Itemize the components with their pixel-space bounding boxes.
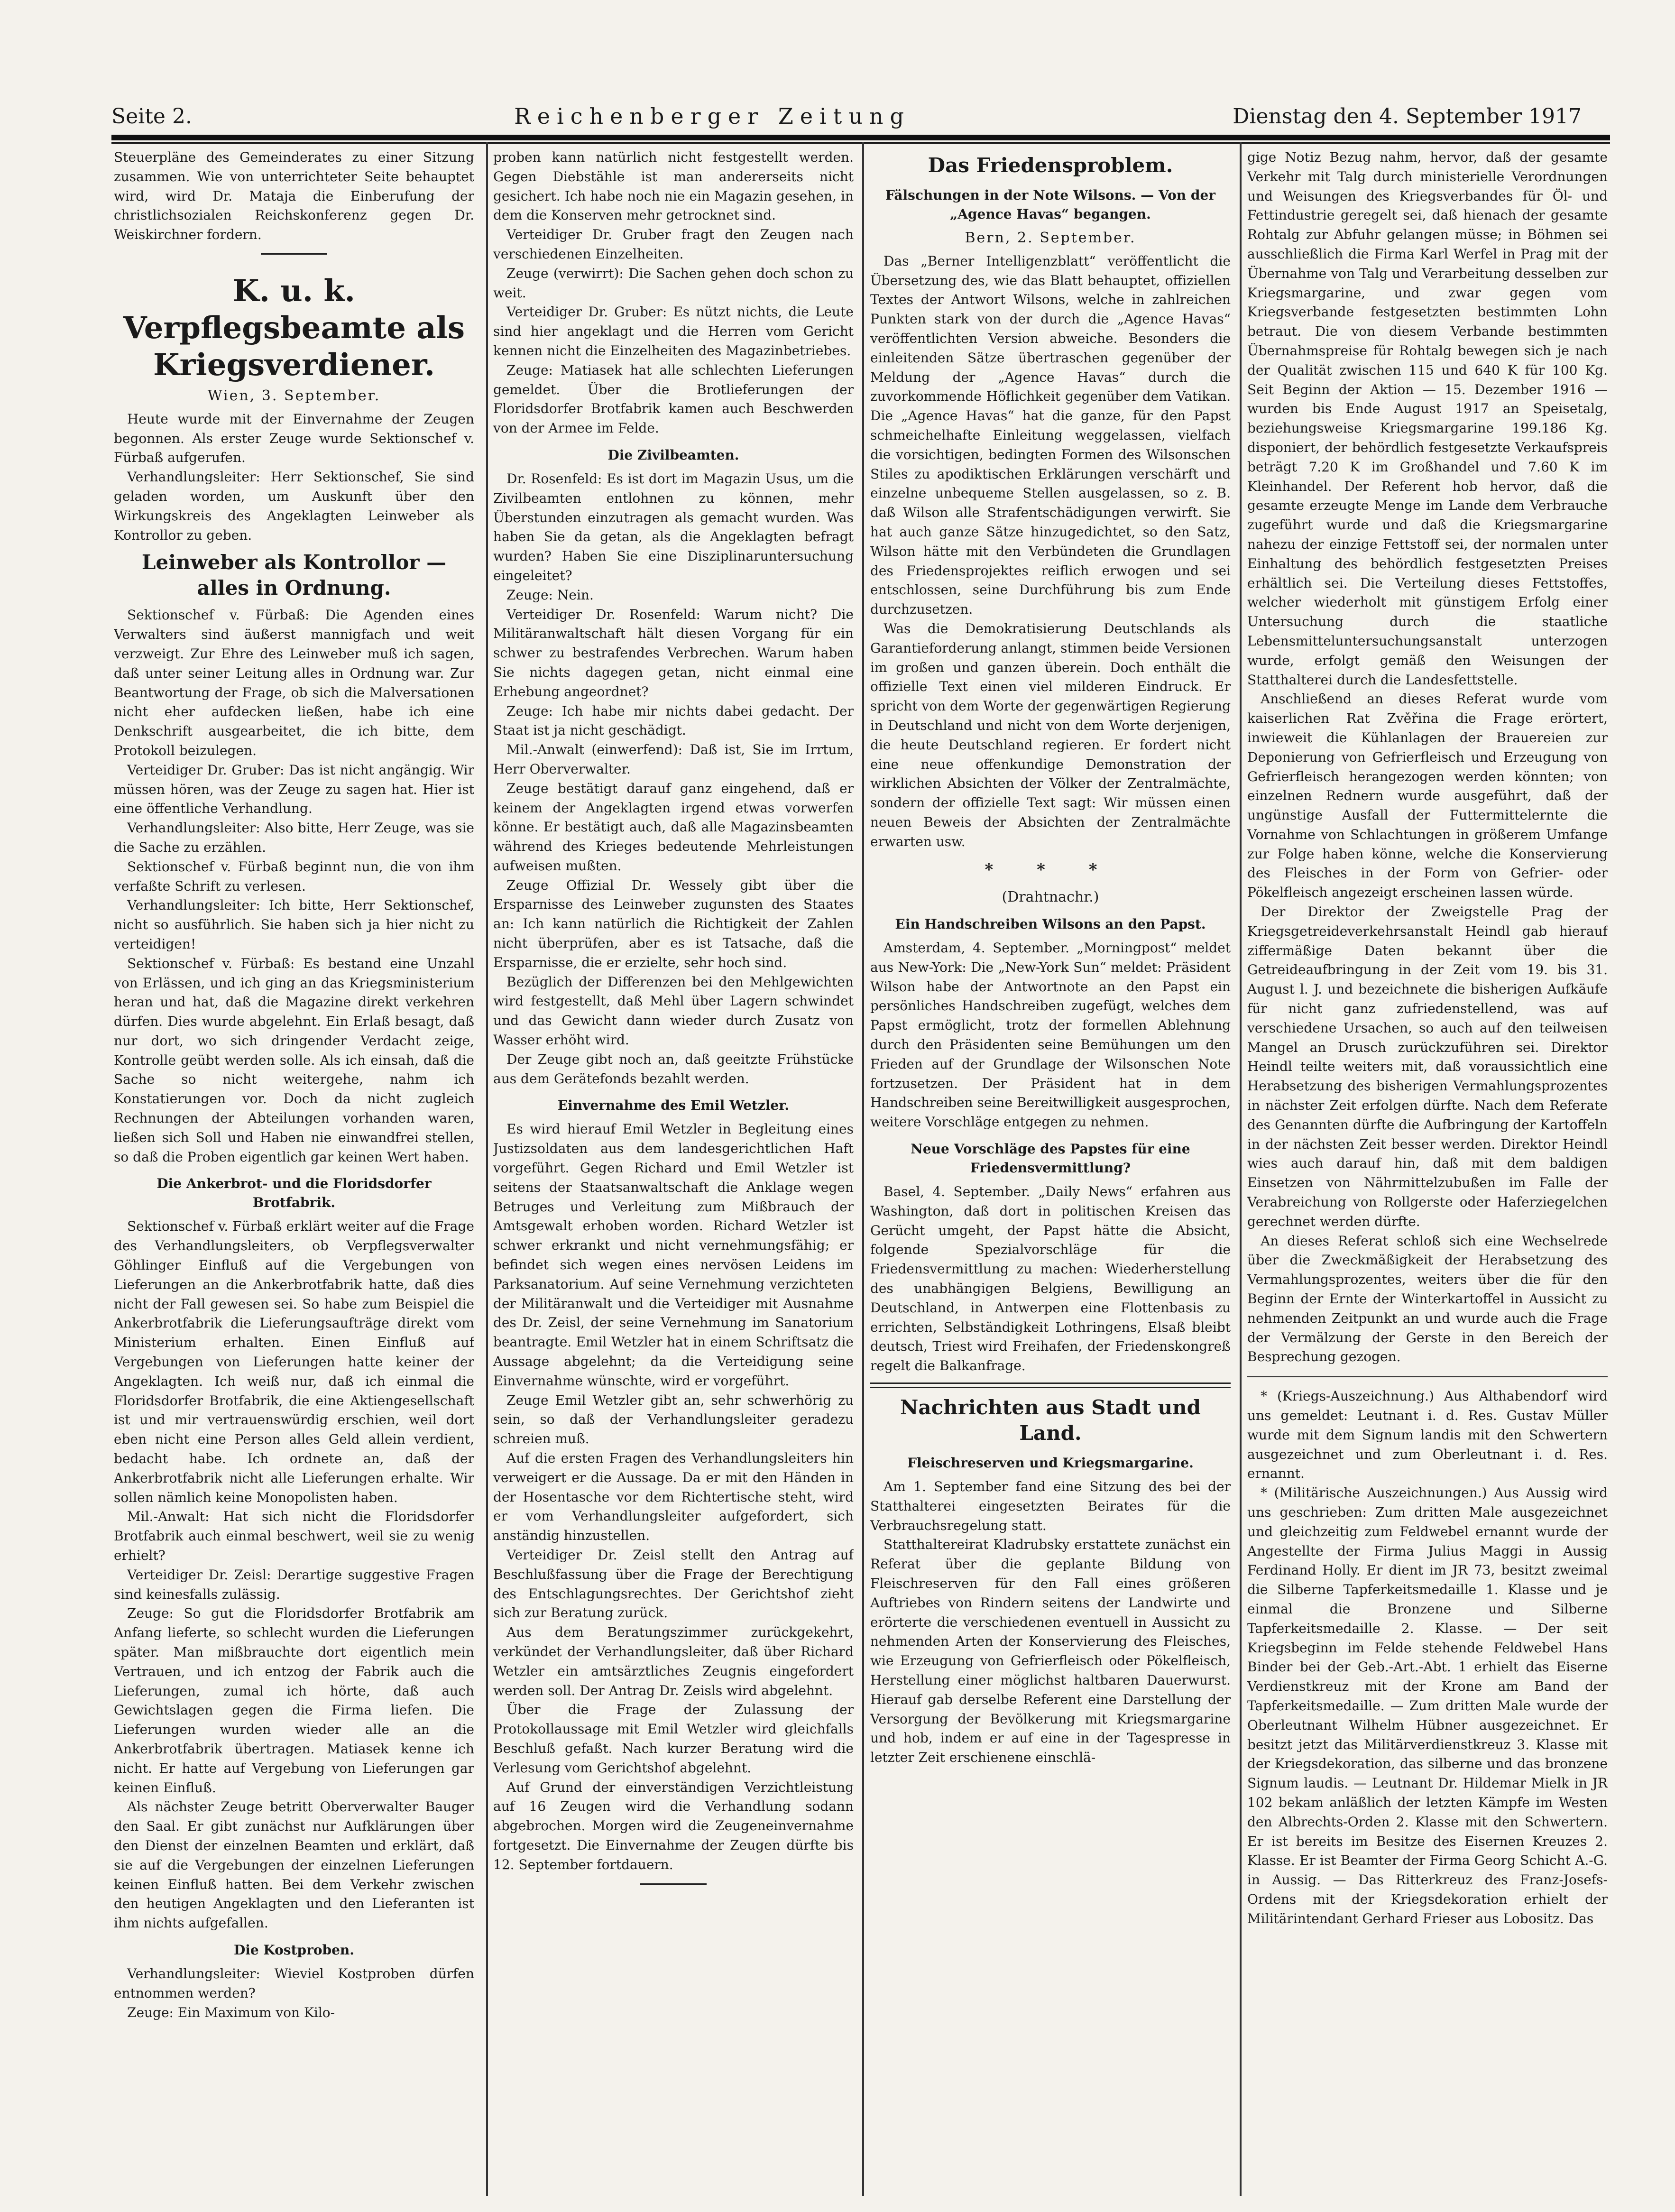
paragraph: Über die Frage der Zulassung der Protokollaussage mit Emil Wetzler wird gleichfalls Beschluß gefaßt. Nach kurzer Beratung wird die Verlesung vom Gerichtshof abgelehnt.: [493, 1702, 854, 1776]
paragraph: Amsterdam, 4. September. „Morningpost“ meldet aus New-York: Die „New-York Sun“ meldet: Präsident Wilson habe der Antwortnote an den Papst ein persönliches Handschreiben zugefügt, welches dem Papst ermöglicht, trotz der formellen Ablehnung durch den Präsidenten seine Bemühungen um den Frieden auf der Grundlage der Wilsonschen Note fortzusetzen. Der Präsident hat in dem Handschreiben seine Bereitwilligkeit ausgesprochen, weitere Vorschläge entgegen zu nehmen.: [870, 940, 1231, 1130]
section-subhead: Ein Handschreiben Wilsons an den Papst.: [895, 916, 1206, 932]
section-headline: Nachrichten aus Stadt und Land.: [900, 1396, 1201, 1445]
paragraph: Zeuge: Nein.: [506, 587, 594, 603]
paragraph: Zeuge bestätigt darauf ganz eingehend, daß er keinem der Angeklagten irgend etwas vorwerfen könne. Er bestätigt auch, daß alle Magazinsbeamten während des Krieges bedeutende Mehrleistungen aufweisen mußten.: [493, 780, 854, 874]
article-headline: K. u. k. Verpflegsbeamte als Kriegsverdiener.: [123, 273, 465, 383]
paragraph: Verteidiger Dr. Zeisl: Derartige suggestive Fragen sind keinesfalls zulässig.: [114, 1567, 474, 1602]
paragraph: Mil.-Anwalt (einwerfend): Daß ist, Sie im Irrtum, Herr Oberverwalter.: [493, 742, 854, 777]
header-rule: [111, 135, 1610, 140]
header-rule-thin: [111, 142, 1610, 144]
section-subhead: Fleischreserven und Kriegsmargarine.: [907, 1455, 1194, 1471]
paragraph: Sektionschef v. Fürbaß: Es bestand eine Unzahl von Erlässen, und ich ging an das Kriegsministerium heran und hat, daß die Magazine direkt verkehren dürfen. Dies wurde abgelehnt. Ein Erlaß besagt, daß nur dort, wo sich dringender Verdacht zeige, Kontrolle geübt werden solle. Als ich einsah, daß die Sache so nicht weitergehe, nahm ich Konstatierungen vor. Doch da nicht zugleich Rechnungen der Abteilungen vorhanden waren, ließen sich Soll und Haben nie einwandfrei stellen, so daß die Proben eigentlich gar keinen Wert haben.: [114, 955, 474, 1165]
paragraph: Zeuge: Ein Maximum von Kilo-: [127, 2004, 335, 2020]
section-subhead: Die Ankerbrot- und die Floridsdorfer Brotfabrik.: [156, 1176, 432, 1211]
paragraph: Basel, 4. September. „Daily News“ erfahren aus Washington, daß dort in politischen Kreisen das Gerücht umgeht, der Papst hätte die Absicht, folgende Spezialvorschläge für die Friedensvermittlung zu machen: Wiederherstellung des unabhängigen Belgiens, Bewilligung an Deutschland, in Antwerpen eine Flottenbasis zu errichten, Selbständigkeit Lothringens, Elsaß bleibt deutsch, Triest wird Freihafen, der Friedenskongreß regelt die Balkanfrage.: [870, 1184, 1231, 1374]
paragraph: Was die Demokratisierung Deutschlands als Garantieforderung anlangt, stimmen beide Versionen im großen und ganzen überein. Doch enthält die offizielle Text einen viel milderen Eindruck. Er spricht von dem Worte der gegenwärtigen Regierung in Deutschland und nicht von dem Worte derjenigen, die heute Deutschland regieren. Er fordert nicht eine neue offenkundige Demonstration der wirklichen Absichten der Völker der Zentralmächte, sondern der offizielle Text sagt: Wir müssen einen neuen Beweis der Absichten der Zentralmächte erwarten usw.: [870, 620, 1231, 849]
column-2: [493, 148, 854, 2187]
article-subline: Fälschungen in der Note Wilsons. — Von der „Agence Havas“ begangen.: [885, 187, 1216, 222]
paragraph: Heute wurde mit der Einvernahme der Zeugen begonnen. Als erster Zeuge wurde Sektionschef v. Fürbaß aufgerufen.: [114, 411, 474, 466]
paragraph: Verteidiger Dr. Rosenfeld: Warum nicht? Die Militäranwaltschaft hält diesen Vorgang für ein schwer zu bestrafendes Verbrechen. Warum haben Sie nichts dagegen getan, nicht einmal eine Erhebung angeordnet?: [493, 606, 854, 700]
column-divider: [486, 142, 488, 2196]
paragraph: Verhandlungsleiter: Also bitte, Herr Zeuge, was sie die Sache zu erzählen.: [114, 820, 474, 855]
paragraph: Der Direktor der Zweigstelle Prag der Kriegsgetreideverkehrsanstalt Heindl gab hierauf ziffermäßige Daten bekannt über die Getreideaufbringung in der Zeit vom 19. bis 31. August l. J. und bezeichnete die bisherigen Aufkäufe für nicht ganz zufriedenstellend, was auf verschiedene Ursachen, so auch auf den teilweisen Mangel an Drusch zurückzuführen sei. Direktor Heindl teilte weiters mit, daß voraussichtlich eine Herabsetzung des bisherigen Vermahlungsprozentes in nächster Zeit erfolgen dürfte. Nach dem Referate des Genannten dürfte die Aufbringung der Kartoffeln in der nächsten Zeit besser werden. Direktor Heindl wies auch darauf hin, daß mit dem baldigen Einsetzen von Nährmittelzubußen im Falle der Verabreichung von Rollgerste oder Haferziegelchen gerechnet werden dürfte.: [1247, 904, 1608, 1229]
paragraph: Steuerpläne des Gemeinderates zu einer Sitzung zusammen. Wie von unterrichteter Seite behauptet wird, wird Dr. Mataja die Einberufung der christlichsozialen Reichskonferenz gegen Dr. Weiskirchner fordern.: [114, 149, 474, 243]
section-stars: * * *: [985, 860, 1116, 879]
paragraph: Zeuge Emil Wetzler gibt an, sehr schwerhörig zu sein, so daß der Verhandlungsleiter geradezu schreien muß.: [493, 1392, 854, 1447]
paragraph: gige Notiz Bezug nahm, hervor, daß der gesamte Verkehr mit Talg durch ministerielle Verordnungen und Weisungen des Kriegsverbandes für Öl- und Fettindustrie geregelt sei, daß hienach der gesamte Rohtalg zur Abfuhr gelangen müsse; in Böhmen sei ausschließlich die Firma Karl Werfel in Prag mit der Übernahme von Talg und Verarbeitung desselben zur Kriegsmargarine, und zwar gegen vom Kriegsverbande festgesetzten bestimmten Lohn betraut. Die von diesem Verbande bestimmten Übernahmspreise für Rohtalg bewegen sich je nach der Qualität zwischen 115 und 640 K für 100 Kg. Seit Beginn der Aktion — 15. Dezember 1916 — wurden bis Ende August 1917 an Speisetalg, beziehungsweise Kriegsmargarine 199.186 Kg. disponiert, der behördlich festgesetzte Verkaufspreis beträgt 7.20 K im Großhandel und 7.60 K im Kleinhandel. Der Referent hob hervor, daß die gesamte erzeugte Menge im Lande dem Verbrauche zugeführt wurde und daß die Kriegsmargarine nahezu der einzige Fettstoff sei, der normalen unter Einhaltung des behördlich festgesetzten Preises erhältlich sei. Die Verteilung dieses Fettstoffes, welcher wiederholt mit günstigem Erfolg einer Untersuchung durch die staatliche Lebensmitteluntersuchungsanstalt unterzogen wurde, erfolgt gemäß den Weisungen der Statthalterei durch die Landesfettstelle.: [1247, 149, 1608, 688]
column-divider: [1240, 142, 1242, 2196]
paragraph: Verhandlungsleiter: Wieviel Kostproben dürfen entnommen werden?: [114, 1965, 474, 2001]
column-divider: [862, 142, 864, 2196]
paragraph: Verteidiger Dr. Gruber: Es nützt nichts, die Leute sind hier angeklagt und die Herren vom Gericht kennen nicht die Einzelheiten des Magazinbetriebes.: [493, 304, 854, 359]
dateline: Bern, 2. September.: [965, 230, 1136, 246]
separator: [640, 1883, 707, 1885]
paragraph: Zeuge Offizial Dr. Wessely gibt über die Ersparnisse des Leinweber zugunsten des Staates an: Ich kann natürlich die Richtigkeit der Zahlen nicht überprüfen, aber es ist Tatsache, daß die Ersparnisse, die er erzielte, sehr hoch sind.: [493, 877, 854, 970]
paragraph: Verhandlungsleiter: Herr Sektionschef, Sie sind geladen worden, um Auskunft über den Wirkungskreis des Angeklagten Leinweber als Kontrollor zu geben.: [114, 469, 474, 543]
paragraph: Verteidiger Dr. Gruber fragt den Zeugen nach verschiedenen Einzelheiten.: [493, 227, 854, 262]
paragraph: Anschließend an dieses Referat wurde vom kaiserlichen Rat Zvěřina die Frage erörtert, inwieweit die Kühlanlagen der Brauereien zur Deponierung von Gefrierfleisch und Erzeugung von Gefrierfleisch herangezogen werden könnten; von einzelnen Rednern wurde ausgeführt, daß der ungünstige Ausfall der Futtermittelernte die Vornahme von Schlachtungen in größerem Umfange zur Folge haben könne, welche die Konservierung des Fleisches in der Form von Gefrier- oder Pökelfleisch angezeigt erscheinen lassen würde.: [1247, 691, 1608, 901]
paragraph: Zeuge: Matiasek hat alle schlechten Lieferungen gemeldet. Über die Brotlieferungen der Floridsdorfer Brotfabrik kamen auch Beschwerden von der Armee im Felde.: [493, 362, 854, 436]
section-subhead: Die Zivilbeamten.: [607, 447, 739, 463]
paragraph: Sektionschef v. Fürbaß erklärt weiter auf die Frage des Verhandlungsleiters, ob Verpflegsverwalter Göhlinger Einfluß auf die Vergebungen von Lieferungen an die Ankerbrotfabrik hatte, daß dies nicht der Fall gewesen sei. So habe zum Beispiel die Ankerbrotfabrik die Lieferungsaufträge direkt vom Ministerium erhalten. Einen Einfluß auf Vergebungen von Lieferungen hatte keiner der Angeklagten. Ich weiß nur, daß ich einmal die Floridsdorfer Brotfabrik, die eine Aktiengesellschaft ist und mir vertrauenswürdig erschien, weil dort eben nicht eine Person alles Geld allein verdient, bedacht habe. Ich ordnete an, daß der Ankerbrotfabrik nicht alle Lieferungen erhalte. Wir sollen nämlich keine Monopolisten haben.: [114, 1218, 474, 1505]
separator: [261, 253, 327, 255]
paragraph: Verteidiger Dr. Zeisl stellt den Antrag auf Beschlußfassung über die Frage der Berechtigung des Entschlagungsrechtes. Der Gerichtshof zieht sich zur Beratung zurück.: [493, 1547, 854, 1621]
section-subhead: Leinweber als Kontrollor — alles in Ordnung.: [141, 551, 447, 600]
section-subhead: Die Kostproben.: [233, 1942, 355, 1958]
page-header: [111, 95, 1582, 138]
section-subhead: Neue Vorschläge des Papstes für eine Friedensvermittlung?: [911, 1141, 1190, 1176]
paragraph: * (Kriegs-Auszeichnung.) Aus Althabendorf wird uns gemeldet: Leutnant i. d. Res. Gustav Müller wurde mit dem Signum landis mit den Schwertern ausgezeichnet und zum Oberleutnant i. d. Res. ernannt.: [1247, 1388, 1608, 1482]
paragraph: Bezüglich der Differenzen bei den Mehlgewichten wird festgestellt, daß Mehl über Lagern schwindet und das Gewicht dann wieder durch Zusatz von Wasser erhöht wird.: [493, 974, 854, 1048]
paragraph: Verteidiger Dr. Gruber: Das ist nicht angängig. Wir müssen hören, was der Zeuge zu sagen hat. Hier ist eine öffentliche Verhandlung.: [114, 762, 474, 817]
separator: [1247, 1376, 1608, 1377]
paragraph: Zeuge: Ich habe mir nichts dabei gedacht. Der Staat ist ja nicht geschädigt.: [493, 703, 854, 738]
column-3: [870, 148, 1231, 2187]
paragraph: Der Zeuge gibt noch an, daß geeitzte Frühstücke aus dem Gerätefonds bezahlt werden.: [493, 1051, 854, 1087]
paragraph: proben kann natürlich nicht festgestellt werden. Gegen Diebstähle ist man andererseits nicht gesichert. Ich habe noch nie ein Magazin gesehen, in dem die Konserven mehr getrocknet sind.: [493, 149, 854, 223]
paragraph: Statthaltereirat Kladrubsky erstattete zunächst ein Referat über die geplante Bildung von Fleischreserven für den Fall eines größeren Auftriebes von Rindern seitens der Landwirte und erörterte die verschiedenen eventuell in Aussicht zu nehmenden Arten der Konservierung des Fleisches, wie Erzeugung von Gefrierfleisch oder Pökelfleisch, Herstellung einer möglichst haltbaren Dauerwurst. Hierauf gab derselbe Referent eine Darstellung der Versorgung der Bevölkerung mit Kriegsmargarine und hob, indem er auf eine in der Tagespresse in letzter Zeit erschienene einschlä-: [870, 1537, 1231, 1766]
paragraph: Das „Berner Intelligenzblatt“ veröffentlicht die Übersetzung des, wie das Blatt behauptet, offiziellen Textes der Antwort Wilsons, welche in zahlreichen Punkten stark von der durch die „Agence Havas“ veröffentlichten Version abweiche. Besonders die einleitenden Sätze übertraschen gegenüber der Meldung der „Agence Havas“ durch die zuvorkommende Höflichkeit gegenüber dem Vatikan. Die „Agence Havas“ hat die ganze, für den Papst schmeichelhafte Einleitung weggelassen, vielfach die vorsichtigen, bedingten Formen des Wilsonschen Stiles zu apodiktischen Erklärungen verschärft und einzelne unbequeme Stellen ausgelassen, so z. B. daß Wilson alle Strafentschädigungen verwirft. Sie hat auch ganze Sätze hinzugedichtet, so den Satz, Wilson hätte mit den Verbündeten die Grundlagen des Friedensprojektes reiflich erwogen und sei entschlossen, seine Durchführung bis zum Ende durchzusetzen.: [870, 253, 1231, 618]
paragraph: Zeuge (verwirrt): Die Sachen gehen doch schon zu weit.: [493, 265, 854, 301]
section-subhead: Einvernahme des Emil Wetzler.: [557, 1097, 790, 1114]
paragraph: Am 1. September fand eine Sitzung des bei der Statthalterei eingesetzten Beirates für die Verbrauchsregelung statt.: [870, 1479, 1231, 1533]
paragraph: Sektionschef v. Fürbaß: Die Agenden eines Verwalters sind äußerst mannigfach und weit verzweigt. Zur Ehre des Leinweber muß ich sagen, daß unter seiner Leitung alles in Ordnung war. Zur Beantwortung der Frage, ob sich die Malversationen nicht eher aufdecken ließen, habe ich eine Denkschrift ausgearbeitet, die ich bitte, dem Protokoll beizulegen.: [114, 607, 474, 758]
paragraph: Als nächster Zeuge betritt Oberverwalter Bauger den Saal. Er gibt zunächst nur Aufklärungen über den Dienst der einzelnen Beamten und erklärt, daß sie auf die Vergebungen der einzelnen Lieferungen keinen Einfluß hatten. Bei dem Verkehr zwischen den heutigen Angeklagten und den Lieferanten ist ihm nichts aufgefallen.: [114, 1799, 474, 1931]
newspaper-title: Reichenberger Zeitung: [514, 103, 911, 129]
paragraph: Dr. Rosenfeld: Es ist dort im Magazin Usus, um die Zivilbeamten entlohnen zu können, mehr Überstunden einzutragen als gemacht wurden. Was haben Sie da getan, als die Angeklagten befragt wurden? Haben Sie eine Disziplinaruntersuchung eingeleitet?: [493, 470, 854, 583]
paragraph: Sektionschef v. Fürbaß beginnt nun, die von ihm verfaßte Schrift zu verlesen.: [114, 858, 474, 894]
column-4: [1247, 148, 1608, 2187]
paragraph: Auf die ersten Fragen des Verhandlungsleiters hin verweigert er die Aussage. Da er mit den Händen in der Hosentasche vor dem Richtertische steht, wird er vom Verhandlungsleiter aufgefordert, sich anständig hinzustellen.: [493, 1450, 854, 1544]
paragraph: Mil.-Anwalt: Hat sich nicht die Floridsdorfer Brotfabrik auch einmal beschwert, weil sie zu wenig erhielt?: [114, 1509, 474, 1564]
dateline: Wien, 3. September.: [207, 387, 381, 404]
page-number: Seite 2.: [111, 104, 192, 129]
article-headline: Das Friedensproblem.: [928, 154, 1173, 177]
issue-date: Dienstag den 4. September 1917: [1233, 104, 1582, 129]
column-1: [114, 148, 474, 2187]
paragraph: Es wird hierauf Emil Wetzler in Begleitung eines Justizsoldaten aus dem landesgerichtlichen Haft vorgeführt. Gegen Richard und Emil Wetzler ist seitens der Staatsanwaltschaft die Anklage wegen Betruges und Verleitung zum Mißbrauch der Amtsgewalt erhoben worden. Richard Wetzler ist schwer erkrankt und nicht vernehmungsfähig; er befindet sich wegen eines nervösen Leidens im Parksanatorium. Auf seine Vernehmung verzichteten der Militäranwalt und die Verteidiger mit Ausnahme des Dr. Zeisl, der seine Vernehmung im Sanatorium beantragte. Emil Wetzler hat in einem Schriftsatz die Aussage abgelehnt; da die Verteidigung seine Einvernahme wünschte, wird er vorgeführt.: [493, 1121, 854, 1389]
wire-note: (Drahtnachr.): [1002, 889, 1099, 906]
paragraph: * (Militärische Auszeichnungen.) Aus Aussig wird uns geschrieben: Zum dritten Male ausgezeichnet und gleichzeitig zum Feldwebel ernannt wurde der Angestellte der Firma Julius Maggi in Aussig Ferdinand Holly. Er dient im JR 73, besitzt zweimal die Silberne Tapferkeitsmedaille 1. Klasse und je einmal die Bronzene und Silberne Tapferkeitsmedaille 2. Klasse. — Der seit Kriegsbeginn im Felde stehende Feldwebel Hans Binder bei der Geb.-Art.-Abt. 1 erhielt das Eiserne Verdienstkreuz mit der Krone am Band der Tapferkeitsmedaille. — Zum dritten Male wurde der Oberleutnant Wilhelm Hübner ausgezeichnet. Er besitzt jetzt das Militärverdienstkreuz 3. Klasse mit der Kriegsdekoration, das silberne und das bronzene Signum laudis. — Leutnant Dr. Hildemar Mielk in JR 102 bekam anläßlich der letzten Kämpfe im Westen den Albrechts-Orden 2. Klasse mit den Schwertern. Er ist bereits im Besitze des Eisernen Kreuzes 2. Klasse. Er ist Beamter der Firma Georg Schicht A.-G. in Aussig. — Das Ritterkreuz des Franz-Josefs-Ordens mit der Kriegsdekoration erhielt der Militärintendant Gerhard Frieser aus Lobositz. Das: [1247, 1485, 1608, 1926]
section-rule: [870, 1382, 1231, 1388]
paragraph: Aus dem Beratungszimmer zurückgekehrt, verkündet der Verhandlungsleiter, daß über Richard Wetzler ein amtsärztliches Zeugnis eingefordert werden soll. Der Antrag Dr. Zeisls wird abgelehnt.: [493, 1624, 854, 1698]
paragraph: An dieses Referat schloß sich eine Wechselrede über die Zweckmäßigkeit der Herabsetzung des Vermahlungsprozentes, weiters über die für den Beginn der Ernte der Winterkartoffel in Aussicht zu nehmenden Zeitpunkt an und wurde auch die Frage der Vermälzung der Gerste in den Bereich der Besprechung gezogen.: [1247, 1233, 1608, 1365]
paragraph: Verhandlungsleiter: Ich bitte, Herr Sektionschef, nicht so ausführlich. Sie haben sich ja hier nicht zu verteidigen!: [114, 897, 474, 952]
paragraph: Auf Grund der einverständigen Verzichtleistung auf 16 Zeugen wird die Verhandlung sodann abgebrochen. Morgen wird die Zeugeneinvernahme fortgesetzt. Die Einvernahme der Zeugen dürfte bis 12. September fortdauern.: [493, 1779, 854, 1872]
paragraph: Zeuge: So gut die Floridsdorfer Brotfabrik am Anfang lieferte, so schlecht wurden die Lieferungen später. Man mißbrauchte dort eigentlich mein Vertrauen, und ich entzog der Fabrik auch die Lieferungen, zumal ich hörte, daß auch Gewichtslagen gegen die Firma liefen. Die Lieferungen wurden wieder alle an die Ankerbrotfabrik übertragen. Matiasek kenne ich nicht. Er hatte auf Vergebung von Lieferungen gar keinen Einfluß.: [114, 1605, 474, 1796]
